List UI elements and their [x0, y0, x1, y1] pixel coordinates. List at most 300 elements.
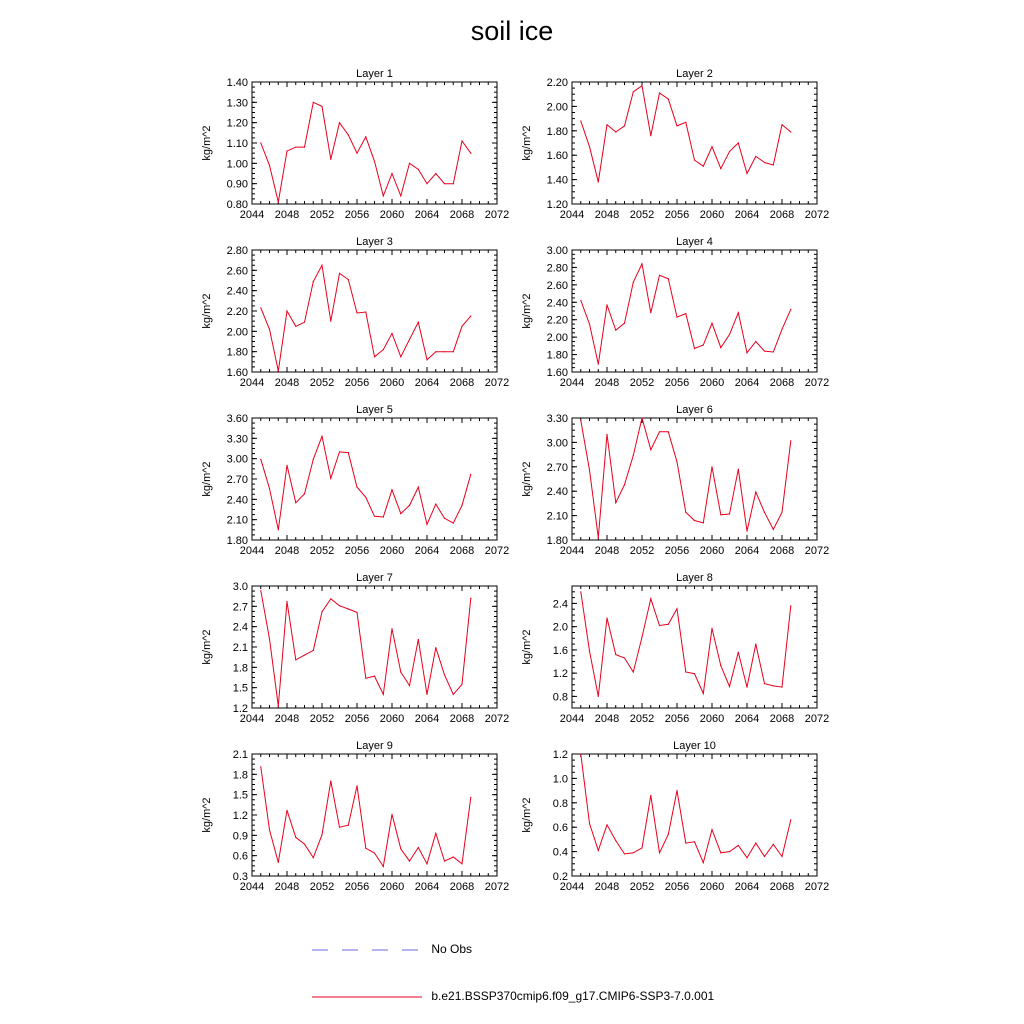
- plot-frame: [252, 586, 497, 708]
- x-tick-label: 2056: [344, 545, 370, 557]
- x-tick-label: 2064: [414, 713, 440, 725]
- data-point: [374, 161, 375, 162]
- x-tick-label: 2052: [309, 713, 335, 725]
- x-tick-label: 2072: [484, 881, 510, 893]
- y-tick-label: 1.2: [232, 810, 248, 822]
- x-tick-label: 2044: [559, 209, 585, 221]
- x-tick-label: 2072: [804, 377, 830, 389]
- data-point: [773, 844, 774, 845]
- data-point: [615, 131, 616, 132]
- data-point: [729, 151, 730, 152]
- y-tick-label: 1.80: [226, 535, 248, 547]
- y-axis-label: kg/m^2: [521, 293, 533, 329]
- x-tick-label: 2052: [629, 713, 655, 725]
- data-point: [633, 852, 634, 853]
- data-point: [676, 790, 677, 791]
- data-point: [685, 512, 686, 513]
- data-point: [409, 861, 410, 862]
- y-tick-label: 1.40: [546, 174, 568, 187]
- y-tick-label: 2.40: [226, 494, 248, 507]
- data-point: [461, 505, 462, 506]
- x-tick-label: 2044: [239, 881, 265, 893]
- data-point: [650, 795, 651, 796]
- data-point: [356, 312, 357, 313]
- data-point: [348, 452, 349, 453]
- y-tick-label: 2.60: [226, 265, 248, 278]
- series-line: [261, 265, 471, 371]
- x-tick-label: 2048: [594, 881, 620, 893]
- data-point: [295, 659, 296, 660]
- x-tick-label: 2056: [344, 377, 370, 389]
- x-tick-label: 2064: [414, 881, 440, 893]
- x-tick-label: 2060: [699, 377, 725, 389]
- data-point: [624, 125, 625, 126]
- data-point: [729, 334, 730, 335]
- data-point: [746, 531, 747, 532]
- data-point: [781, 856, 782, 857]
- data-point: [624, 853, 625, 854]
- data-point: [685, 843, 686, 844]
- data-point: [374, 852, 375, 853]
- x-tick-label: 2048: [274, 545, 300, 557]
- x-tick-label: 2056: [664, 377, 690, 389]
- panel-title: Layer 2: [676, 68, 713, 80]
- y-tick-label: 1.20: [226, 117, 248, 130]
- y-tick-label: 1.30: [226, 97, 248, 110]
- x-tick-label: 2044: [239, 545, 265, 557]
- data-point: [650, 449, 651, 450]
- data-point: [330, 478, 331, 479]
- data-point: [330, 159, 331, 160]
- data-point: [755, 644, 756, 645]
- x-tick-label: 2048: [274, 377, 300, 389]
- data-point: [330, 781, 331, 782]
- data-point: [321, 265, 322, 266]
- y-axis-label: kg/m^2: [201, 461, 213, 497]
- y-tick-label: 2.10: [226, 514, 248, 527]
- plot-frame: [252, 82, 497, 204]
- data-point: [790, 131, 791, 132]
- data-point: [269, 829, 270, 830]
- data-point: [383, 516, 384, 517]
- data-point: [444, 518, 445, 519]
- x-tick-label: 2068: [449, 377, 475, 389]
- data-point: [694, 841, 695, 842]
- x-tick-label: 2064: [734, 377, 760, 389]
- data-point: [260, 590, 261, 591]
- data-point: [321, 106, 322, 107]
- data-point: [348, 825, 349, 826]
- x-tick-label: 2068: [769, 881, 795, 893]
- data-point: [694, 160, 695, 161]
- data-point: [580, 300, 581, 301]
- data-point: [755, 843, 756, 844]
- data-point: [313, 650, 314, 651]
- data-point: [668, 624, 669, 625]
- x-tick-label: 2064: [734, 545, 760, 557]
- data-point: [764, 351, 765, 352]
- panel-title: Layer 5: [356, 404, 393, 416]
- data-point: [580, 120, 581, 121]
- figure-title: soil ice: [470, 16, 554, 46]
- data-point: [400, 356, 401, 357]
- data-point: [598, 181, 599, 182]
- data-point: [580, 420, 581, 421]
- data-point: [694, 520, 695, 521]
- x-tick-label: 2052: [629, 545, 655, 557]
- data-point: [304, 322, 305, 323]
- x-tick-label: 2056: [344, 713, 370, 725]
- data-point: [470, 598, 471, 599]
- panel-layer-3: [201, 236, 509, 389]
- data-point: [383, 694, 384, 695]
- x-tick-label: 2060: [699, 209, 725, 221]
- data-point: [453, 183, 454, 184]
- x-tick-label: 2052: [309, 377, 335, 389]
- x-tick-label: 2064: [414, 377, 440, 389]
- x-tick-label: 2072: [484, 713, 510, 725]
- y-tick-label: 0.8: [552, 797, 568, 810]
- data-point: [409, 163, 410, 164]
- data-point: [606, 617, 607, 618]
- y-axis-label: kg/m^2: [201, 629, 213, 665]
- data-point: [764, 162, 765, 163]
- data-point: [703, 862, 704, 863]
- x-tick-label: 2064: [414, 545, 440, 557]
- y-tick-label: 2.20: [546, 314, 568, 327]
- x-tick-label: 2060: [699, 545, 725, 557]
- data-point: [418, 322, 419, 323]
- y-axis-label: kg/m^2: [521, 461, 533, 497]
- data-point: [720, 514, 721, 515]
- data-point: [383, 866, 384, 867]
- data-point: [356, 153, 357, 154]
- data-point: [764, 683, 765, 684]
- data-point: [260, 142, 261, 143]
- x-tick-label: 2044: [559, 545, 585, 557]
- data-point: [400, 513, 401, 514]
- data-point: [453, 523, 454, 524]
- data-point: [598, 850, 599, 851]
- data-point: [755, 156, 756, 157]
- x-tick-label: 2044: [559, 377, 585, 389]
- data-point: [746, 857, 747, 858]
- data-point: [339, 827, 340, 828]
- y-tick-label: 1.80: [226, 346, 248, 359]
- y-tick-label: 3.00: [546, 437, 568, 450]
- series-line: [581, 592, 791, 697]
- x-tick-label: 2068: [769, 377, 795, 389]
- data-point: [391, 333, 392, 334]
- y-tick-label: 3.0: [232, 581, 248, 593]
- x-tick-label: 2044: [239, 209, 265, 221]
- data-point: [461, 684, 462, 685]
- data-point: [633, 671, 634, 672]
- data-point: [426, 183, 427, 184]
- data-point: [781, 687, 782, 688]
- data-point: [650, 598, 651, 599]
- data-point: [278, 370, 279, 371]
- data-point: [580, 753, 581, 754]
- data-point: [773, 529, 774, 530]
- y-tick-label: 2.40: [546, 297, 568, 310]
- data-point: [409, 685, 410, 686]
- data-point: [461, 326, 462, 327]
- plot-frame: [572, 754, 817, 876]
- data-point: [676, 317, 677, 318]
- data-point: [426, 524, 427, 525]
- data-point: [304, 844, 305, 845]
- y-tick-label: 0.90: [226, 178, 248, 191]
- x-tick-label: 2044: [239, 713, 265, 725]
- data-point: [606, 304, 607, 305]
- plot-frame: [572, 82, 817, 204]
- x-tick-label: 2044: [559, 881, 585, 893]
- y-axis-label: kg/m^2: [201, 797, 213, 833]
- y-tick-label: 1.60: [546, 367, 568, 379]
- y-tick-label: 2.10: [546, 510, 568, 523]
- y-tick-label: 0.6: [552, 822, 568, 835]
- data-point: [641, 847, 642, 848]
- data-point: [400, 848, 401, 849]
- data-point: [365, 497, 366, 498]
- y-tick-label: 2.80: [546, 262, 568, 275]
- data-point: [409, 339, 410, 340]
- data-point: [615, 654, 616, 655]
- data-point: [418, 639, 419, 640]
- data-point: [391, 489, 392, 490]
- data-point: [790, 819, 791, 820]
- panel-title: Layer 9: [356, 740, 393, 752]
- data-point: [703, 522, 704, 523]
- panel-layer-5: [201, 404, 509, 557]
- data-point: [694, 673, 695, 674]
- y-tick-label: 1.00: [226, 158, 248, 171]
- x-tick-label: 2048: [274, 713, 300, 725]
- legend-obs-swatch: [312, 944, 422, 956]
- data-point: [400, 672, 401, 673]
- data-point: [781, 512, 782, 513]
- y-axis-label: kg/m^2: [521, 797, 533, 833]
- x-tick-label: 2060: [699, 881, 725, 893]
- data-point: [703, 166, 704, 167]
- x-tick-label: 2048: [594, 713, 620, 725]
- y-axis-label: kg/m^2: [521, 125, 533, 161]
- data-point: [374, 676, 375, 677]
- data-point: [720, 347, 721, 348]
- y-tick-label: 0.4: [552, 846, 568, 859]
- panel-title: Layer 4: [676, 236, 713, 248]
- data-point: [444, 674, 445, 675]
- data-point: [668, 431, 669, 432]
- x-tick-label: 2064: [734, 881, 760, 893]
- data-point: [633, 282, 634, 283]
- x-tick-label: 2056: [344, 881, 370, 893]
- data-point: [633, 455, 634, 456]
- data-point: [711, 628, 712, 629]
- legend-model-label: b.e21.BSSP370cmip6.f09_g17.CMIP6-SSP3-7.0.001: [431, 989, 715, 1003]
- x-tick-label: 2068: [449, 881, 475, 893]
- data-point: [738, 845, 739, 846]
- x-tick-label: 2072: [804, 881, 830, 893]
- x-tick-label: 2056: [664, 881, 690, 893]
- data-point: [313, 102, 314, 103]
- data-point: [738, 469, 739, 470]
- data-point: [330, 321, 331, 322]
- y-tick-label: 0.3: [232, 871, 248, 883]
- data-point: [321, 436, 322, 437]
- y-tick-label: 2.0: [552, 621, 568, 634]
- y-axis-label: kg/m^2: [201, 293, 213, 329]
- series-line: [261, 102, 471, 202]
- data-point: [470, 316, 471, 317]
- y-tick-label: 2.20: [546, 77, 568, 89]
- data-point: [615, 330, 616, 331]
- x-tick-label: 2064: [734, 713, 760, 725]
- data-point: [598, 364, 599, 365]
- panel-layer-7: [201, 572, 509, 725]
- data-point: [304, 655, 305, 656]
- y-tick-label: 2.40: [226, 285, 248, 298]
- data-point: [615, 840, 616, 841]
- data-point: [286, 151, 287, 152]
- x-tick-label: 2068: [449, 209, 475, 221]
- data-point: [278, 705, 279, 706]
- data-point: [668, 834, 669, 835]
- panel-title: Layer 10: [673, 740, 716, 752]
- series-line: [261, 767, 471, 867]
- data-point: [391, 173, 392, 174]
- data-point: [790, 605, 791, 606]
- data-point: [444, 861, 445, 862]
- data-point: [624, 323, 625, 324]
- data-point: [295, 326, 296, 327]
- y-tick-label: 1.0: [552, 773, 568, 786]
- panel-title: Layer 6: [676, 404, 713, 416]
- y-tick-label: 2.00: [226, 326, 248, 339]
- x-tick-label: 2060: [379, 713, 405, 725]
- data-point: [426, 863, 427, 864]
- data-point: [738, 652, 739, 653]
- x-tick-label: 2060: [379, 545, 405, 557]
- data-point: [313, 281, 314, 282]
- series-line: [581, 86, 791, 182]
- data-point: [348, 608, 349, 609]
- data-point: [746, 352, 747, 353]
- y-tick-label: 1.5: [232, 789, 248, 802]
- y-axis-label: kg/m^2: [201, 125, 213, 161]
- y-tick-label: 2.20: [226, 306, 248, 318]
- x-tick-label: 2060: [379, 377, 405, 389]
- plot-frame: [572, 586, 817, 708]
- data-point: [729, 686, 730, 687]
- data-point: [269, 329, 270, 330]
- data-point: [260, 307, 261, 308]
- data-point: [435, 504, 436, 505]
- data-point: [685, 122, 686, 123]
- x-tick-label: 2052: [309, 881, 335, 893]
- data-point: [269, 638, 270, 639]
- data-point: [278, 862, 279, 863]
- x-tick-label: 2048: [594, 209, 620, 221]
- x-tick-label: 2048: [594, 545, 620, 557]
- y-tick-label: 1.2: [552, 749, 568, 761]
- y-tick-label: 1.8: [232, 769, 248, 782]
- x-tick-label: 2056: [664, 713, 690, 725]
- y-tick-label: 2.1: [232, 749, 248, 761]
- x-tick-label: 2060: [379, 209, 405, 221]
- x-tick-label: 2048: [594, 377, 620, 389]
- data-point: [453, 856, 454, 857]
- data-point: [676, 608, 677, 609]
- data-point: [790, 309, 791, 310]
- panel-layer-8: [521, 572, 829, 725]
- data-point: [790, 440, 791, 441]
- data-point: [435, 351, 436, 352]
- x-tick-label: 2068: [449, 713, 475, 725]
- data-point: [606, 824, 607, 825]
- data-point: [278, 201, 279, 202]
- data-point: [313, 459, 314, 460]
- x-tick-label: 2056: [664, 209, 690, 221]
- data-point: [641, 263, 642, 264]
- data-point: [286, 810, 287, 811]
- data-point: [659, 625, 660, 626]
- series-line: [261, 436, 471, 530]
- data-point: [339, 605, 340, 606]
- data-point: [694, 348, 695, 349]
- data-point: [435, 647, 436, 648]
- data-point: [720, 168, 721, 169]
- data-point: [444, 183, 445, 184]
- data-point: [711, 323, 712, 324]
- data-point: [781, 124, 782, 125]
- y-tick-label: 1.2: [232, 703, 248, 715]
- y-tick-label: 1.60: [226, 367, 248, 379]
- y-tick-label: 0.80: [226, 199, 248, 211]
- data-point: [400, 195, 401, 196]
- data-point: [624, 657, 625, 658]
- y-tick-label: 1.6: [552, 644, 568, 657]
- data-point: [755, 341, 756, 342]
- legend-obs: [312, 942, 472, 956]
- legend-model: [312, 989, 714, 1003]
- data-point: [365, 136, 366, 137]
- data-point: [269, 488, 270, 489]
- data-point: [746, 687, 747, 688]
- data-point: [781, 329, 782, 330]
- y-tick-label: 2.70: [226, 474, 248, 486]
- x-tick-label: 2064: [734, 209, 760, 221]
- data-point: [650, 135, 651, 136]
- data-point: [598, 537, 599, 538]
- data-point: [348, 279, 349, 280]
- y-tick-label: 1.8: [232, 662, 248, 675]
- data-point: [339, 122, 340, 123]
- x-tick-label: 2044: [239, 377, 265, 389]
- y-tick-label: 3.30: [226, 433, 248, 446]
- y-axis-label: kg/m^2: [521, 629, 533, 665]
- y-tick-label: 2.70: [546, 461, 568, 474]
- y-tick-label: 3.00: [546, 245, 568, 257]
- data-point: [286, 310, 287, 311]
- panel-layer-2: [521, 68, 829, 221]
- panel-layer-9: [201, 740, 509, 893]
- x-tick-label: 2052: [629, 881, 655, 893]
- panel-layer-6: [521, 404, 829, 557]
- x-tick-label: 2060: [699, 713, 725, 725]
- y-tick-label: 1.80: [546, 349, 568, 362]
